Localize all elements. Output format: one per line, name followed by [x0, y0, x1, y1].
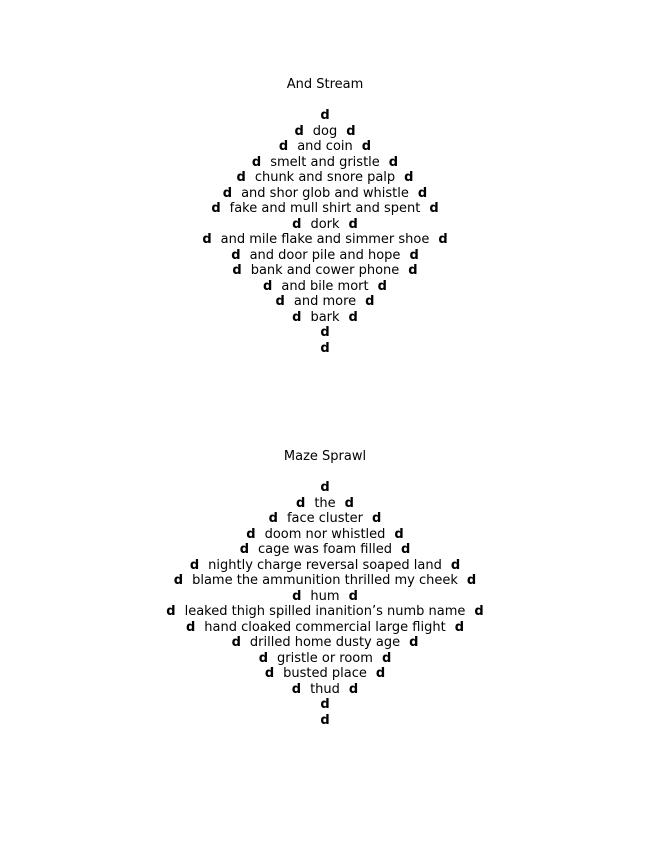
line-marker: d — [294, 123, 304, 139]
line-marker: d — [268, 511, 278, 526]
line-marker: d — [409, 247, 419, 263]
poem-line — [0, 558, 650, 574]
line-text: doom nor whistled — [264, 526, 386, 542]
poem-line — [0, 201, 650, 217]
line-marker: d — [222, 185, 233, 201]
line-marker: d — [166, 604, 176, 619]
poem-line — [0, 248, 650, 264]
line-marker: d — [211, 201, 221, 216]
line-marker: d — [232, 263, 242, 278]
line-text: busted place — [283, 666, 367, 681]
line-text: cage was foam filled — [258, 542, 392, 557]
poem-maze-sprawl — [0, 449, 650, 728]
poem-line — [0, 496, 650, 512]
line-marker: d — [278, 139, 289, 154]
poem-line — [0, 713, 650, 729]
poem-line — [0, 124, 650, 140]
line-text: and bile mort — [281, 278, 369, 294]
line-marker: d — [404, 170, 414, 185]
line-text: and coin — [297, 139, 353, 154]
line-marker: d — [400, 542, 411, 557]
line-text: thud — [310, 681, 340, 697]
line-text: and door pile and hope — [249, 247, 401, 263]
line-text: leaked thigh spilled inanition’s numb name — [184, 604, 466, 619]
line-marker: d — [292, 588, 302, 604]
line-marker: d — [348, 309, 358, 325]
line-marker: d — [231, 247, 241, 263]
line-marker: d — [348, 588, 358, 604]
line-marker: d — [185, 619, 196, 635]
poem-lines — [0, 480, 650, 728]
line-text: blame the ammunition thrilled my cheek — [192, 573, 458, 588]
poem-line — [0, 666, 650, 682]
line-marker: d — [263, 278, 273, 294]
poem-title: And Stream — [286, 77, 364, 92]
line-marker: d — [264, 666, 275, 681]
line-marker: d — [292, 216, 302, 232]
line-text: drilled home dusty age — [249, 635, 401, 650]
poem-line — [0, 294, 650, 310]
line-marker: d — [236, 170, 246, 185]
line-marker: d — [320, 340, 330, 356]
poem-and-stream — [0, 77, 650, 356]
poem-line — [0, 620, 650, 636]
line-marker: d — [246, 526, 256, 542]
poem-line — [0, 155, 650, 171]
line-marker: d — [365, 294, 375, 309]
line-text: nightly charge reversal soaped land — [208, 557, 442, 573]
line-marker: d — [291, 681, 302, 697]
poem-line — [0, 170, 650, 186]
line-text: and mile flake and simmer shoe — [220, 232, 430, 247]
line-marker: d — [258, 650, 269, 666]
line-text: face cluster — [286, 511, 364, 526]
poem-line — [0, 310, 650, 326]
line-text: bark — [310, 309, 340, 325]
poem-line — [0, 325, 650, 341]
poem-line — [0, 217, 650, 233]
line-text: and more — [293, 294, 357, 309]
poem-line — [0, 186, 650, 202]
line-marker: d — [275, 294, 285, 309]
poem-line — [0, 682, 650, 698]
line-marker: d — [344, 495, 354, 511]
poem-lines — [0, 108, 650, 356]
line-marker: d — [320, 712, 330, 728]
line-text: and shor glob and whistle — [241, 185, 409, 201]
line-text: dork — [310, 216, 340, 232]
poem-line — [0, 139, 650, 155]
line-marker: d — [239, 542, 250, 557]
poem-line — [0, 635, 650, 651]
line-marker: d — [450, 557, 461, 573]
line-marker: d — [417, 185, 428, 201]
line-text: fake and mull shirt and spent — [229, 201, 421, 216]
line-marker: d — [320, 325, 330, 340]
line-text: bank and cower phone — [250, 263, 400, 278]
poem-line — [0, 573, 650, 589]
line-text: the — [314, 495, 336, 511]
line-marker: d — [320, 697, 330, 712]
poem-line — [0, 589, 650, 605]
line-marker: d — [372, 511, 382, 526]
poem-line — [0, 108, 650, 124]
line-marker: d — [438, 232, 448, 247]
line-marker: d — [346, 123, 356, 139]
line-marker: d — [375, 666, 386, 681]
line-marker: d — [189, 557, 200, 573]
line-marker: d — [173, 573, 184, 588]
line-text: smelt and gristle — [270, 154, 380, 170]
line-marker: d — [429, 201, 439, 216]
line-text: dog — [312, 123, 338, 139]
line-marker: d — [454, 619, 464, 635]
line-marker: d — [388, 154, 399, 170]
line-marker: d — [361, 139, 372, 154]
line-marker: d — [394, 526, 404, 542]
poem-line — [0, 651, 650, 667]
poem-line — [0, 697, 650, 713]
line-marker: d — [202, 232, 212, 247]
line-marker: d — [320, 480, 330, 495]
poem-line — [0, 263, 650, 279]
poem-line — [0, 511, 650, 527]
line-text: gristle or room — [277, 650, 373, 666]
poem-title: Maze Sprawl — [283, 449, 367, 464]
line-marker: d — [466, 573, 477, 588]
line-marker: d — [231, 635, 241, 650]
line-marker: d — [474, 604, 484, 619]
line-marker: d — [320, 108, 330, 123]
line-marker: d — [377, 278, 387, 294]
line-text: hum — [310, 588, 340, 604]
poem-line — [0, 341, 650, 357]
line-text: hand cloaked commercial large flight — [204, 619, 446, 635]
line-marker: d — [409, 635, 419, 650]
line-marker: d — [408, 263, 418, 278]
poem-line — [0, 232, 650, 248]
line-marker: d — [348, 216, 358, 232]
poem-line — [0, 604, 650, 620]
line-marker: d — [251, 154, 262, 170]
line-marker: d — [381, 650, 392, 666]
line-marker: d — [292, 309, 302, 325]
poem-line — [0, 279, 650, 295]
poem-line — [0, 542, 650, 558]
poem-line — [0, 527, 650, 543]
line-marker: d — [296, 495, 306, 511]
line-marker: d — [348, 681, 359, 697]
poem-line — [0, 480, 650, 496]
line-text: chunk and snore palp — [254, 170, 396, 185]
